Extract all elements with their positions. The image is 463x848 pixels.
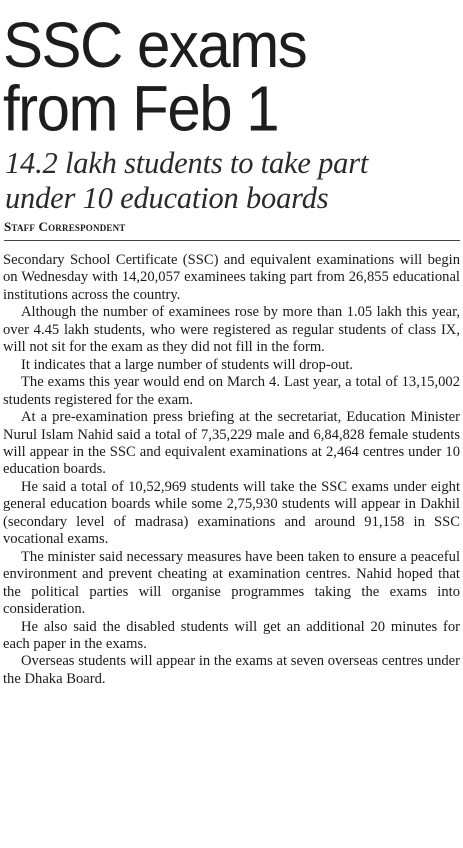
subheadline-line-2: under 10 education boards: [5, 181, 329, 215]
news-article: [3, 0, 460, 688]
paragraph: It indicates that a large number of students will drop-out.: [21, 356, 354, 373]
paragraph: At a pre-examination press briefing at the secretariat, Education Minister Nurul Islam Nahid said a total of 7,35,229 male and 6,84,828 female students will appear in the SSC and equivalent examinations at 2,464 centres under 10 education boards.: [3, 409, 460, 478]
subheadline-line-1: 14.2 lakh students to take part: [5, 146, 369, 180]
paragraph: Secondary School Certificate (SSC) and equivalent examinations will begin on Wednesday with 14,20,057 examinees taking part from 26,855 educational institutions across the country.: [3, 252, 460, 303]
article-body: [3, 252, 460, 688]
paragraph: The minister said necessary measures have been taken to ensure a peaceful environment and prevent cheating at examination centres. Nahid hoped that the political parties will organise programmes taking the exams into consideration.: [3, 548, 460, 618]
subheadline: [5, 146, 460, 216]
paragraph: He said a total of 10,52,969 students will take the SSC exams under eight general education boards while some 2,75,930 students will appear in Dakhil (secondary level of madrasa) examinations and around 91,158 in SSC vocational exams.: [3, 478, 460, 548]
headline-line-2: from Feb 1: [3, 73, 279, 145]
paragraph: The exams this year would end on March 4. Last year, a total of 13,15,002 students registered for the exam.: [3, 374, 460, 408]
headline: [3, 9, 460, 145]
byline: Staff Correspondent: [4, 219, 460, 241]
paragraph: He also said the disabled students will get an additional 20 minutes for each paper in the exams.: [3, 618, 460, 652]
headline-line-1: SSC exams: [3, 9, 307, 81]
paragraph: Although the number of examinees rose by more than 1.05 lakh this year, over 4.45 lakh students, who were registered as regular students of class IX, will not sit for the exam as they did not fill in the form.: [3, 304, 460, 356]
paragraph: Overseas students will appear in the exams at seven overseas centres under the Dhaka Board.: [3, 653, 460, 687]
